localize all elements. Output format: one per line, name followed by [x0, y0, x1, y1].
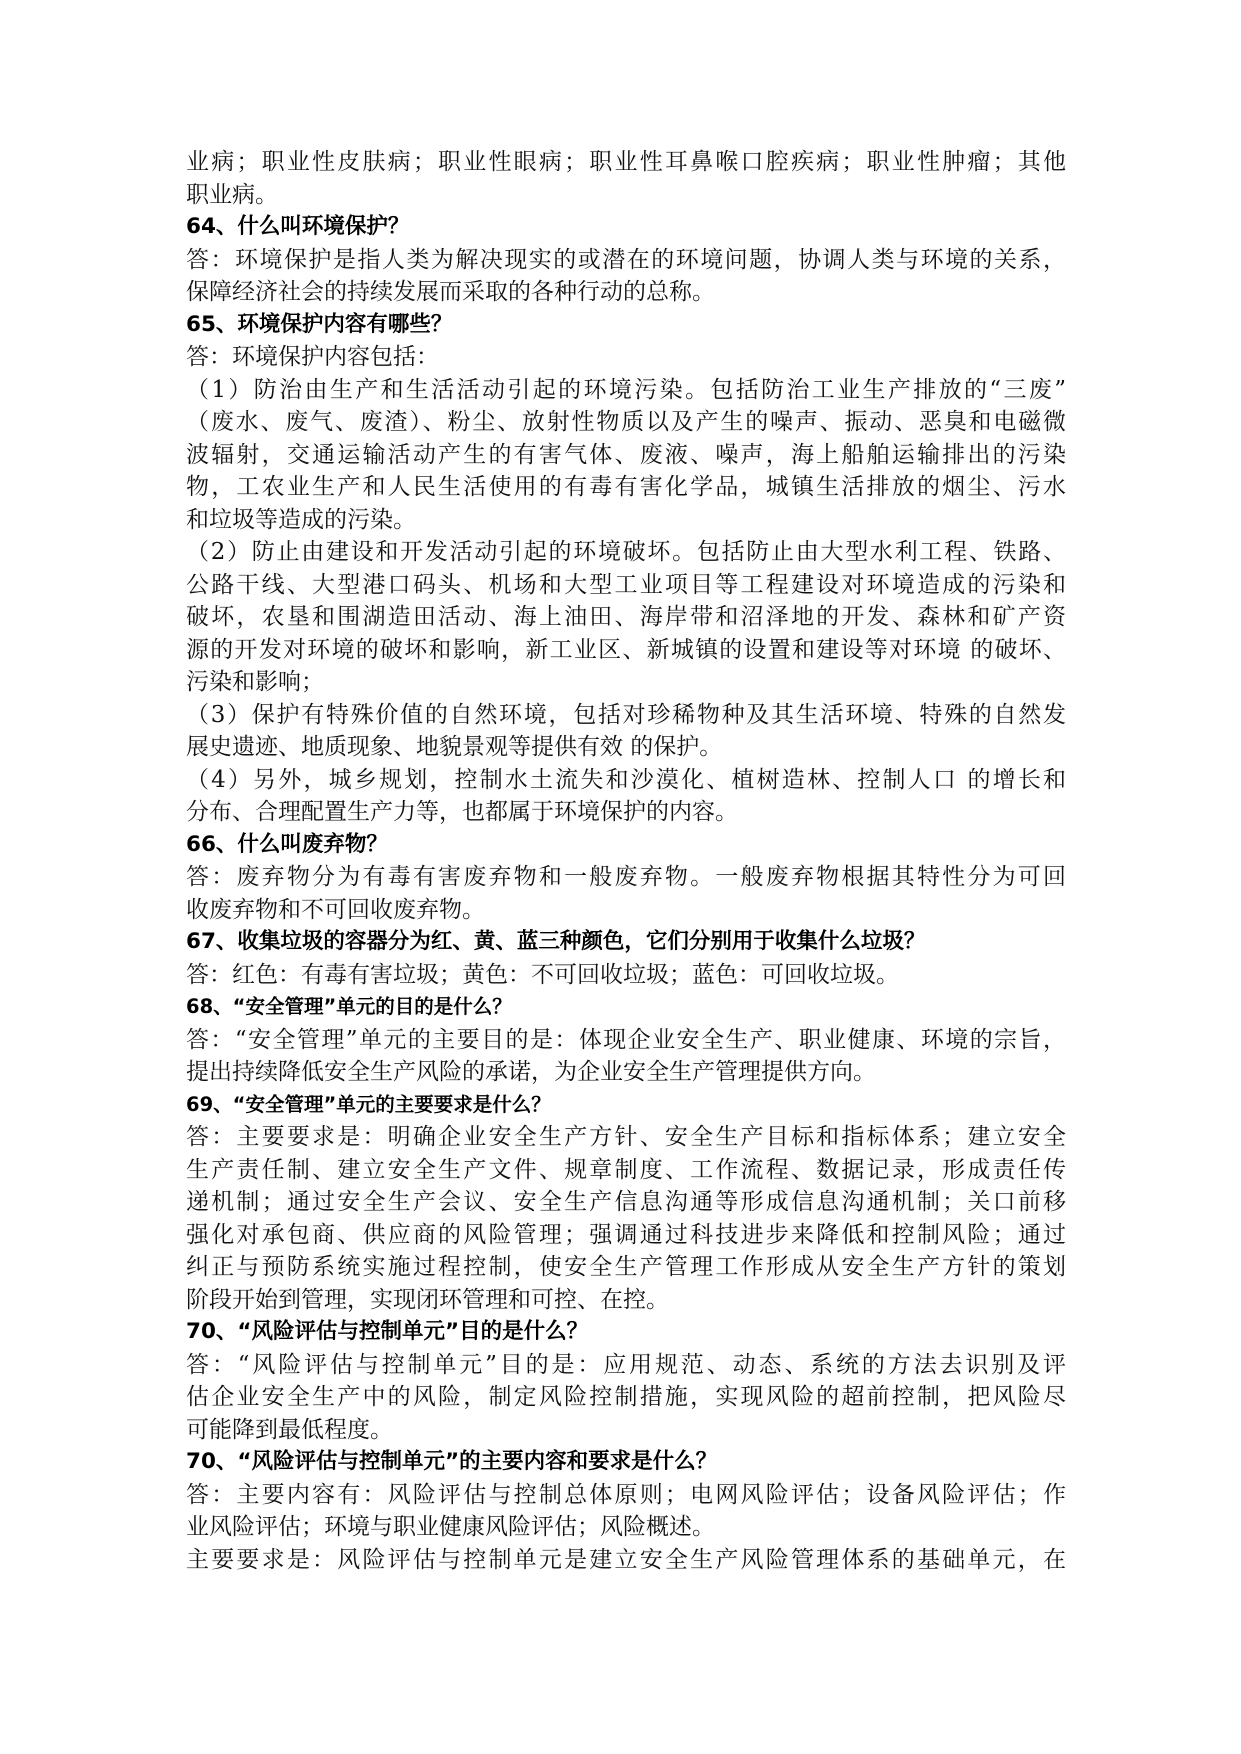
text-line: 强化对承包商、供应商的风险管理；强调通过科技进步来降低和控制风险；通过 [186, 1221, 1066, 1248]
text-line: （1）防治由生产和生活活动引起的环境污染。包括防治工业生产排放的“三废” [186, 376, 1066, 403]
text-line: 业风险评估；环境与职业健康风险评估；风险概述。 [186, 1514, 715, 1540]
text-line: 答：红色：有毒有害垃圾；黄色：不可回收垃圾；蓝色：可回收垃圾。 [186, 961, 899, 988]
text-line: 物，工农业生产和人民生活使用的有毒有害化学品，城镇生活排放的烟尘、污水 [186, 474, 1066, 500]
text-line: 公路干线、大型港口码头、机场和大型工业项目等工程建设对环境造成的污染和 [186, 571, 1066, 598]
answer-paragraph [186, 374, 1066, 537]
answer-paragraph [186, 1544, 1066, 1577]
text-line: 生产责任制、建立安全生产文件、规章制度、工作流程、数据记录，形成责任传 [186, 1156, 1066, 1183]
text-line: 估企业安全生产中的风险，制定风险控制措施，实现风险的超前控制，把风险尽 [186, 1384, 1066, 1410]
text-line: 保障经济社会的持续发展而采取的各种行动的总称。 [186, 279, 715, 305]
answer-paragraph [186, 1121, 1066, 1316]
text-line: 递机制；通过安全生产会议、安全生产信息沟通等形成信息沟通机制；关口前移 [186, 1189, 1066, 1215]
question-heading: 65、环境保护内容有哪些？ [186, 311, 453, 337]
text-line: 业病；职业性皮肤病；职业性眼病；职业性耳鼻喉口腔疾病；职业性肿瘤；其他 [186, 149, 1066, 175]
text-line: 和垃圾等造成的污染。 [186, 506, 416, 533]
text-line: 答：主要要求是：明确企业安全生产方针、安全生产目标和指标体系；建立安全 [186, 1124, 1066, 1150]
text-line: 可能降到最低程度。 [186, 1416, 393, 1443]
text-line: 破坏，农垦和围湖造田活动、海上油田、海岸带和沼泽地的开发、森林和矿产资 [186, 604, 1066, 630]
question-heading: 69、“安全管理”单元的主要要求是什么？ [186, 1092, 551, 1116]
text-line: 污染和影响； [186, 669, 324, 695]
answer-paragraph [186, 244, 1066, 309]
text-line: 答：环境保护内容包括： [186, 344, 439, 370]
text-line: 主要要求是：风险评估与控制单元是建立安全生产风险管理体系的基础单元，在 [186, 1546, 1066, 1573]
question-heading: 70、“风险评估与控制单元”的主要内容和要求是什么？ [186, 1449, 718, 1474]
text-line: （2）防止由建设和开发活动引起的环境破坏。包括防止由大型水利工程、铁路、 [186, 539, 1066, 565]
question-heading: 64、什么叫环境保护？ [186, 214, 410, 239]
text-line: 答：“风险评估与控制单元”目的是：应用规范、动态、系统的方法去识别及评 [186, 1351, 1066, 1378]
text-line: 答：废弃物分为有毒有害废弃物和一般废弃物。一般废弃物根据其特性分为可回 [186, 864, 1066, 890]
answer-paragraph [186, 536, 1066, 699]
answer-paragraph [186, 1479, 1066, 1544]
document-page [186, 146, 1066, 1576]
text-line: 展史遗迹、地质现象、地貌景观等提供有效 的保护。 [186, 734, 723, 760]
text-line: （废水、废气、废渣）、粉尘、放射性物质以及产生的噪声、振动、恶臭和电磁微 [186, 409, 1066, 435]
answer-paragraph [186, 1024, 1066, 1089]
text-line: 提出持续降低安全生产风险的承诺，为企业安全生产管理提供方向。 [186, 1059, 876, 1085]
text-line: 答：环境保护是指人类为解决现实的或潜在的环境问题，协调人类与环境的关系， [186, 246, 1066, 273]
answer-paragraph [186, 146, 1066, 211]
text-line: 源的开发对环境的破坏和影响，新工业区、新城镇的设置和建设等对环境 的破坏、 [186, 636, 1066, 663]
question-heading: 70、“风险评估与控制单元”目的是什么？ [186, 1319, 589, 1344]
text-line: 答：主要内容有：风险评估与控制总体原则；电网风险评估；设备风险评估；作 [186, 1481, 1066, 1508]
answer-paragraph [186, 699, 1066, 764]
text-line: 阶段开始到管理，实现闭环管理和可控、在控。 [186, 1286, 669, 1313]
question-heading: 68、“安全管理”单元的目的是什么？ [186, 995, 512, 1018]
text-line: 波辐射，交通运输活动产生的有害气体、废液、噪声，海上船舶运输排出的污染 [186, 441, 1066, 468]
text-line: 纠正与预防系统实施过程控制，使安全生产管理工作形成从安全生产方针的策划 [186, 1254, 1066, 1280]
text-line: （3）保护有特殊价值的自然环境，包括对珍稀物种及其生活环境、特殊的自然发 [186, 701, 1066, 728]
text-line: 收废弃物和不可回收废弃物。 [186, 896, 485, 923]
text-line: 职业病。 [186, 181, 278, 208]
answer-paragraph [186, 341, 1066, 374]
question-heading: 67、收集垃圾的容器分为红、黄、蓝三种颜色，它们分别用于收集什么垃圾？ [186, 929, 926, 954]
answer-paragraph [186, 1349, 1066, 1447]
answer-paragraph [186, 764, 1066, 829]
question-heading: 66、什么叫废弃物？ [186, 831, 388, 857]
answer-paragraph [186, 959, 1066, 992]
text-line: （4）另外，城乡规划，控制水土流失和沙漠化、植树造林、控制人口 的增长和 [186, 766, 1066, 793]
answer-paragraph [186, 861, 1066, 926]
text-line: 分布、合理配置生产力等，也都属于环境保护的内容。 [186, 799, 738, 825]
text-line: 答：“安全管理”单元的主要目的是：体现企业安全生产、职业健康、环境的宗旨， [186, 1026, 1066, 1053]
